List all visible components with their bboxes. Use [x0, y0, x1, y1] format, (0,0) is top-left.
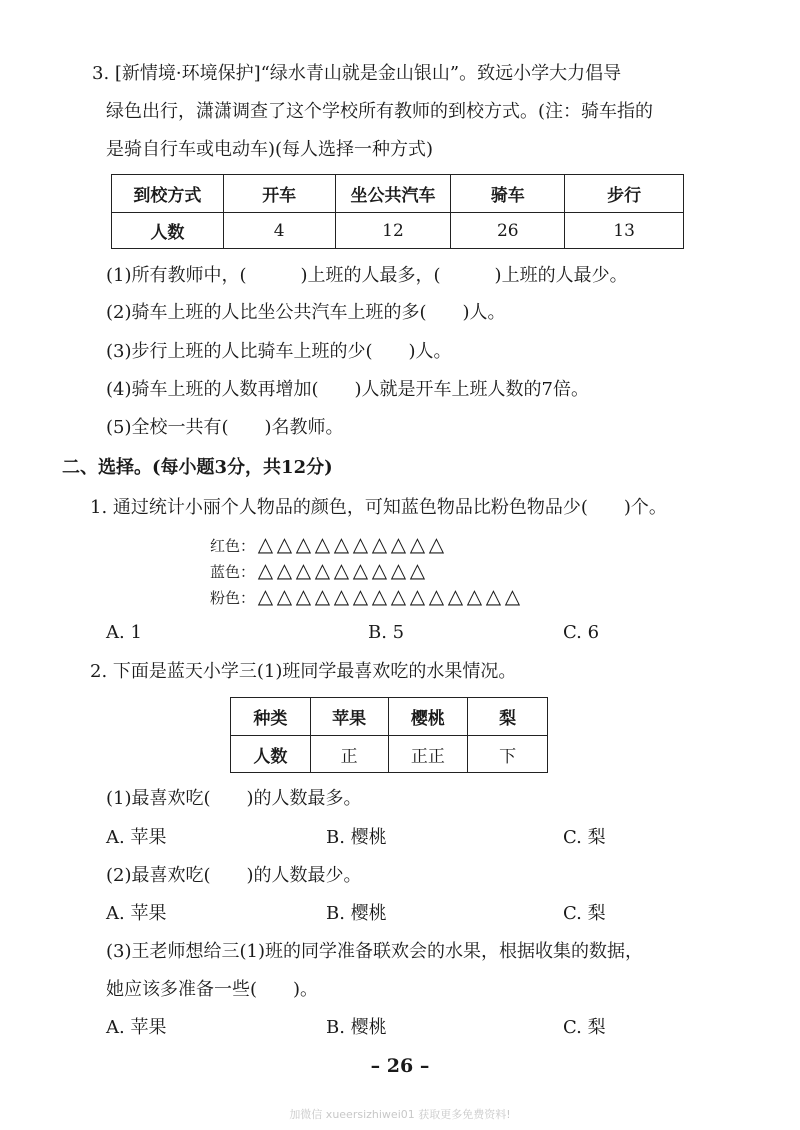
fruit-table-data-row	[231, 736, 548, 773]
q3-stem-line2: 绿色出行，潇潇调查了这个学校所有教师的到校方式。(注：骑车指的	[106, 101, 654, 122]
tri-row-red	[210, 533, 446, 557]
s2-q2-sub3-line2: 她应该多准备一些( )。	[106, 979, 319, 1000]
tri-row-label: 红色：	[210, 537, 256, 555]
q3-sub1: (1)所有教师中，( )上班的人最多，( )上班的人最少。	[106, 265, 628, 286]
triangle-icon: △	[390, 584, 407, 608]
section2-title: 二、选择。(每小题3分，共12分)	[62, 457, 333, 478]
commute-table	[111, 174, 684, 249]
table-header-cell: 开车	[223, 175, 335, 213]
triangle-icon: △	[257, 558, 274, 582]
q3-stem-line1: 3. [新情境·环境保护]“绿水青山就是金山银山”。致远小学大力倡导	[92, 63, 622, 84]
triangle-icon: △	[466, 584, 483, 608]
table-header-cell: 樱桃	[388, 698, 468, 736]
commute-table-header-row	[112, 175, 684, 213]
table-cell: 12	[335, 213, 451, 249]
triangle-icon: △	[352, 532, 369, 556]
q3-stem-line3: 是骑自行车或电动车)(每人选择一种方式)	[106, 139, 434, 160]
tri-row-label: 蓝色：	[210, 563, 256, 581]
table-header-cell: 骑车	[451, 175, 565, 213]
table-header-cell: 步行	[565, 175, 684, 213]
triangle-icon: △	[371, 532, 388, 556]
s2-q2-sub2-option-a[interactable]: A. 苹果	[106, 903, 167, 924]
s2-q2-sub1-option-b[interactable]: B. 樱桃	[326, 827, 387, 848]
s2-q2-sub2-option-c[interactable]: C. 梨	[563, 903, 606, 924]
triangle-icon: △	[257, 532, 274, 556]
s2-q2-sub3-option-c[interactable]: C. 梨	[563, 1017, 606, 1038]
s2-q2-stem: 2. 下面是蓝天小学三(1)班同学最喜欢吃的水果情况。	[90, 661, 517, 682]
triangle-icon: △	[409, 558, 426, 582]
triangle-icon: △	[333, 532, 350, 556]
triangle-group	[256, 558, 427, 582]
triangle-icon: △	[352, 584, 369, 608]
triangle-icon: △	[428, 584, 445, 608]
tri-row-blue	[210, 559, 427, 583]
table-cell: 下	[468, 736, 548, 773]
table-cell: 正正	[388, 736, 468, 773]
commute-table-data-row	[112, 213, 684, 249]
triangle-icon: △	[314, 558, 331, 582]
table-header-cell: 苹果	[310, 698, 388, 736]
table-header-cell: 到校方式	[112, 175, 224, 213]
table-header-cell: 种类	[231, 698, 311, 736]
table-row-label: 人数	[112, 213, 224, 249]
triangle-group	[256, 584, 522, 608]
triangle-icon: △	[276, 558, 293, 582]
table-cell: 13	[565, 213, 684, 249]
tri-row-label: 粉色：	[210, 589, 256, 607]
triangle-icon: △	[390, 532, 407, 556]
triangle-icon: △	[428, 532, 445, 556]
triangle-icon: △	[314, 584, 331, 608]
triangle-icon: △	[371, 584, 388, 608]
triangle-icon: △	[276, 584, 293, 608]
s2-q1-option-c[interactable]: C. 6	[563, 622, 600, 643]
triangle-icon: △	[257, 584, 274, 608]
triangle-icon: △	[447, 584, 464, 608]
s2-q2-sub3-option-b[interactable]: B. 樱桃	[326, 1017, 387, 1038]
page-number: – 26 –	[370, 1055, 430, 1077]
triangle-icon: △	[390, 558, 407, 582]
triangle-icon: △	[409, 584, 426, 608]
s2-q1-option-a[interactable]: A. 1	[106, 622, 142, 643]
s2-q2-sub1: (1)最喜欢吃( )的人数最多。	[106, 788, 362, 809]
s2-q1-stem: 1. 通过统计小丽个人物品的颜色，可知蓝色物品比粉色物品少( )个。	[90, 497, 667, 518]
q3-sub3: (3)步行上班的人比骑车上班的少( )人。	[106, 341, 452, 362]
fruit-table-header-row	[231, 698, 548, 736]
s2-q2-sub2-option-b[interactable]: B. 樱桃	[326, 903, 387, 924]
table-header-cell: 梨	[468, 698, 548, 736]
s2-q2-sub3-line1: (3)王老师想给三(1)班的同学准备联欢会的水果，根据收集的数据，	[106, 941, 643, 962]
triangle-icon: △	[352, 558, 369, 582]
q3-sub2: (2)骑车上班的人比坐公共汽车上班的多( )人。	[106, 302, 506, 323]
triangle-icon: △	[485, 584, 502, 608]
triangle-icon: △	[333, 558, 350, 582]
triangle-icon: △	[371, 558, 388, 582]
q3-sub4: (4)骑车上班的人数再增加( )人就是开车上班人数的7倍。	[106, 379, 589, 400]
triangle-icon: △	[504, 584, 521, 608]
s2-q2-sub2: (2)最喜欢吃( )的人数最少。	[106, 865, 362, 886]
triangle-icon: △	[295, 532, 312, 556]
triangle-icon: △	[295, 558, 312, 582]
s2-q1-option-b[interactable]: B. 5	[368, 622, 405, 643]
q3-sub5: (5)全校一共有( )名教师。	[106, 417, 344, 438]
triangle-group	[256, 532, 446, 556]
table-cell: 26	[451, 213, 565, 249]
fruit-table	[230, 697, 548, 773]
s2-q2-sub1-option-a[interactable]: A. 苹果	[106, 827, 167, 848]
table-cell: 正	[310, 736, 388, 773]
footer-watermark: 加微信 xueersizhiwei01 获取更多免费资料!	[289, 1108, 511, 1121]
s2-q2-sub1-option-c[interactable]: C. 梨	[563, 827, 606, 848]
table-row-label: 人数	[231, 736, 311, 773]
triangle-icon: △	[314, 532, 331, 556]
triangle-icon: △	[276, 532, 293, 556]
table-header-cell: 坐公共汽车	[335, 175, 451, 213]
table-cell: 4	[223, 213, 335, 249]
s2-q2-sub3-option-a[interactable]: A. 苹果	[106, 1017, 167, 1038]
tri-row-pink	[210, 585, 522, 609]
triangle-icon: △	[295, 584, 312, 608]
triangle-icon: △	[409, 532, 426, 556]
triangle-icon: △	[333, 584, 350, 608]
